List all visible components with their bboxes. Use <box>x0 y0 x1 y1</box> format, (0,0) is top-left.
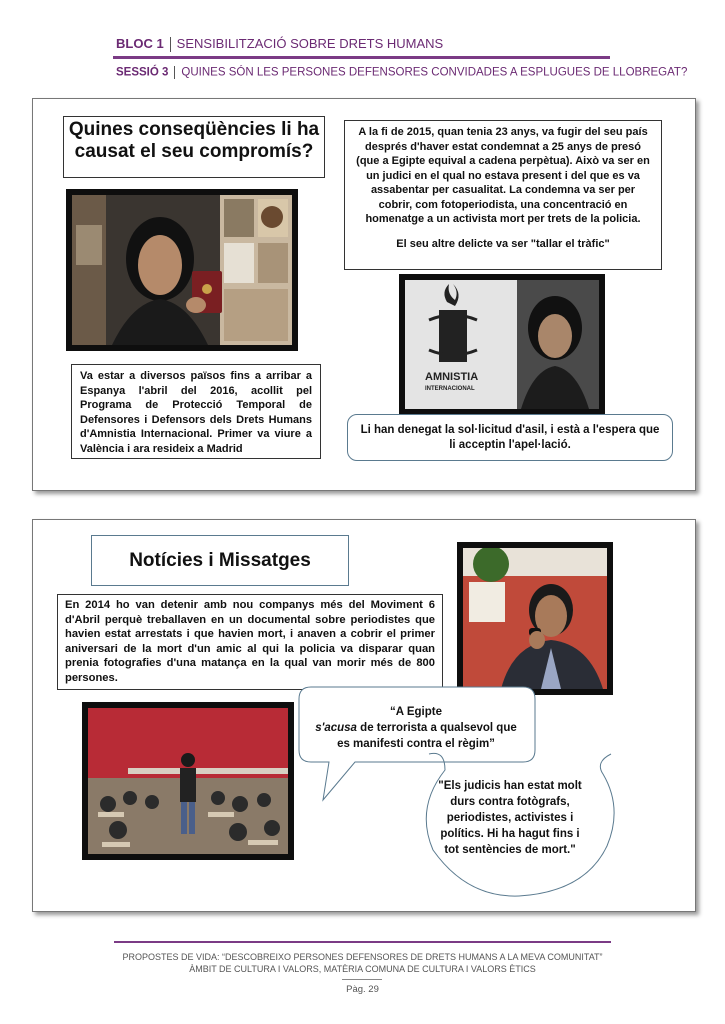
microphone-portrait-illustration <box>463 548 607 689</box>
microphone-photo <box>457 542 613 695</box>
header-bloc <box>116 36 443 52</box>
trials-quote: "Els judicis han estat molt durs contra fotògrafs, periodistes, activistes i polítics. Hi ha hagut fins i tot sentències de mort." <box>438 780 582 856</box>
sentence-text: A la fi de 2015, quan tenia 23 anys, va fugir del seu país després d'haver estat condemnat a 25 anys de presó (que a Egipte equival a cadena perpètua). Això va ser en un judici en el qual no estava present i del que es va assabentar per casualitat. La condemna va ser per cobrir, com fotoperiodista, una concentració en homenatge a un activista mort per trets de la policia. <box>356 126 650 225</box>
egypt-terrorism-quote <box>311 704 521 752</box>
bloc-title: SENSIBILITZACIÓ SOBRE DRETS HUMANS <box>176 36 444 51</box>
sessio-title: QUINES SÓN LES PERSONES DEFENSORES CONVIDADES A ESPLUGUES DE LLOBREGAT? <box>181 66 688 79</box>
panel-news-messages <box>32 519 696 912</box>
classroom-talk-photo <box>82 702 294 860</box>
portrait-passport-photo <box>66 189 298 351</box>
page-number: Pàg. 29 <box>346 984 379 995</box>
amnesty-logo-word-1: AMNISTIA <box>425 371 479 383</box>
quote1-emphasis: s'acusa <box>315 722 357 734</box>
footer-rule <box>114 941 611 943</box>
bloc-label: BLOC 1 <box>116 36 164 51</box>
amnesty-photo <box>399 274 605 415</box>
header-rule <box>113 56 610 59</box>
portrait-passport-illustration <box>72 195 292 345</box>
other-crime-text: El seu altre delicte va ser "tallar el tràfic" <box>396 237 610 250</box>
panel-consequences <box>32 98 696 491</box>
detention-news-text: En 2014 ho van detenir amb nou companys més del Moviment 6 d'Abril perquè treballaven en un documental sobre periodistes que havien estat arrestats i que havien mort, i anaven a cobrir el primer aniversari de la mort d'un amic al qui la policia va disparar quan prenia fotografies d'una matança en la qual van morir més de 800 persones. <box>57 594 443 690</box>
sentence-text-box <box>344 120 662 270</box>
asylum-journey-text: Va estar a diversos països fins a arribar a Espanya l'abril del 2016, acollit pel Programa de Protecció Temporal de Defensores i Defensors dels Drets Humans d'Amnistia Internacional. Primer va viure a València i ara resideix a Madrid <box>71 364 321 459</box>
header-sessio <box>116 66 687 79</box>
header-divider <box>170 37 171 52</box>
header-divider <box>174 66 175 79</box>
footer-program-title: PROPOSTES DE VIDA: “DESCOBREIXO PERSONES DEFENSORES DE DRETS HUMANS A LA MEVA COMUNITAT” <box>122 952 603 962</box>
amnesty-logo-word-2: INTERNACIONAL <box>425 386 475 392</box>
sessio-label: SESSIÓ 3 <box>116 66 169 79</box>
amnesty-portrait-illustration <box>405 280 599 409</box>
footer-subject-line: ÀMBIT DE CULTURA I VALORS, MATÈRIA COMUNA DE CULTURA I VALORS ÈTICS <box>189 964 536 974</box>
quote1-open: “A Egipte <box>390 706 442 718</box>
asylum-denied-note: Li han denegat la sol·licitud d'asil, i està a l'espera que li acceptin l'apel·lació. <box>347 414 673 461</box>
classroom-talk-illustration <box>88 708 288 854</box>
news-messages-title: Notícies i Missatges <box>91 535 349 586</box>
consequences-title: Quines conseqüències li ha causat el seu compromís? <box>63 116 325 178</box>
page-number-rule <box>342 979 382 980</box>
quote1-rest: de terrorista a qualsevol que es manifesti contra el règim” <box>337 722 517 750</box>
